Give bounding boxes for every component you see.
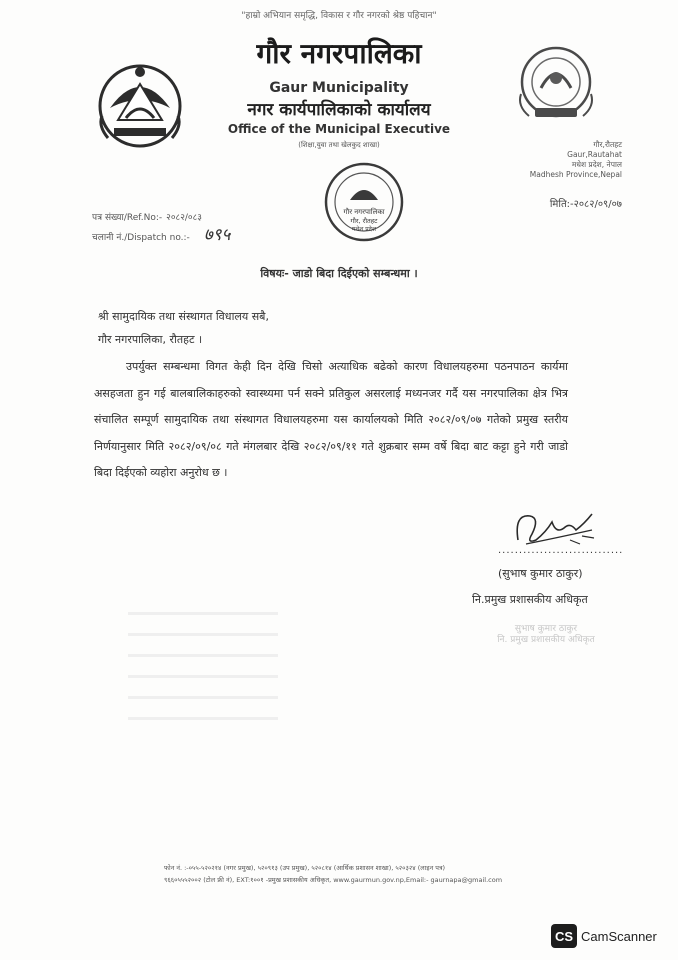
reference-label: पत्र संख्या/Ref.No:- — [92, 213, 163, 223]
office-section: (शिक्षा,युवा तथा खेलकुद शाखा) — [298, 141, 380, 149]
stamp-text: गौर नगरपालिका — [343, 208, 385, 216]
address-line: मधेश प्रदेश, नेपाल — [571, 160, 622, 169]
faded-name-stamp — [490, 624, 602, 646]
camscanner-watermark — [551, 924, 657, 948]
municipality-title-english: Gaur Municipality — [269, 80, 409, 96]
letter-body: उपर्युक्त सम्बन्धमा विगत केही दिन देखि चिसो अत्याधिक बढेको कारण विधालयहरुमा पठनपाठन कार्यमा असहजता हुन गई बालबालिकाहरुको स्वास्थ्यमा पर्न सक्ने प्रतिकुल असरलाई मध्यनजर गर्दै यस नगरपालिका क्षेत्र भित्र संचालित सम्पूर्ण सामुदायिक तथा संस्थागत विधालयहरुमा यस कार्यालयको मिति २०८२/०९/०७ गतेको प्रमुख स्तरीय निर्णयानुसार मिति २०८२/०९/०८ गते मंगलबार देखि २०८२/०९/११ गते शुक्रबार सम्म वर्षे बिदा बाट कट्टा हुने गरी जाडो बिदा दिईएको व्यहोरा अनुरोध छ । — [94, 360, 568, 479]
office-title-nepali: नगर कार्यपालिकाको कार्यालय — [247, 100, 431, 120]
camscanner-label: CamScanner — [581, 928, 657, 944]
signatory-name: (सुभाष कुमार ठाकुर) — [498, 567, 583, 580]
signatory-title: नि.प्रमुख प्रशासकीय अधिकृत — [472, 593, 588, 606]
recipient-line: गौर नगरपालिका, रौतहट । — [98, 333, 203, 346]
footer-contact-line: ९६६०५५५२००२ (टोल फ्री नं), EXT:१००१ -प्रमुख प्रशासकीय अधिकृत, www.gaurmun.gov.np,Email:- gaurnapa@gmail.com — [164, 876, 503, 884]
reference-block — [92, 210, 230, 247]
stamp-text: गौर, रौतहट — [350, 217, 378, 225]
municipality-title-nepali: गौर नगरपालिका — [256, 37, 422, 70]
address-line: Madhesh Province,Nepal — [529, 170, 622, 179]
reference-value: २०८२/०८३ — [166, 213, 202, 223]
address-line: Gaur,Rautahat — [567, 150, 622, 159]
dispatch-label: चलानी नं./Dispatch no.:- — [92, 233, 190, 243]
recipient-block — [98, 305, 269, 351]
footer-phone-line: फोन नं. :-०५५-५२०२१४ (नगर प्रमुख), ५२०९१३ (उप प्रमुख), ५२०८१४ (आर्थिक प्रशासन शाखा), ५२०३२४ (लाइन पत्र) — [164, 864, 446, 872]
faded-stamp-title: नि. प्रमुख प्रशासकीय अधिकृत — [497, 635, 595, 645]
office-stamp — [318, 160, 410, 244]
faded-stamp-name: सुभाष कुमार ठाकुर — [514, 624, 578, 634]
letter-subject: विषयः- जाडो बिदा दिईएको सम्बन्धमा । — [260, 267, 418, 280]
municipality-logo — [515, 42, 597, 126]
camscanner-icon: CS — [551, 924, 577, 948]
stamp-text: मधेश प्रदेश — [352, 226, 376, 233]
office-address — [530, 140, 622, 180]
letter-date: मिति:-२०८२/०९/०७ — [549, 199, 622, 210]
address-line: गौर,रौतहट — [593, 140, 622, 149]
office-title-english: Office of the Municipal Executive — [227, 122, 451, 136]
recipient-line: श्री सामुदायिक तथा संस्थागत विधालय सबै, — [98, 310, 269, 323]
letter-footer — [164, 862, 584, 886]
dispatch-number — [92, 227, 230, 247]
signature-line: .............................. — [498, 545, 624, 556]
dispatch-value: ७९५ — [203, 225, 231, 245]
tagline: "हाम्रो अभियान समृद्धि, विकास र गौर नगरको श्रेष्ठ पहिचान" — [241, 11, 437, 21]
bleed-through-lines — [128, 612, 278, 738]
